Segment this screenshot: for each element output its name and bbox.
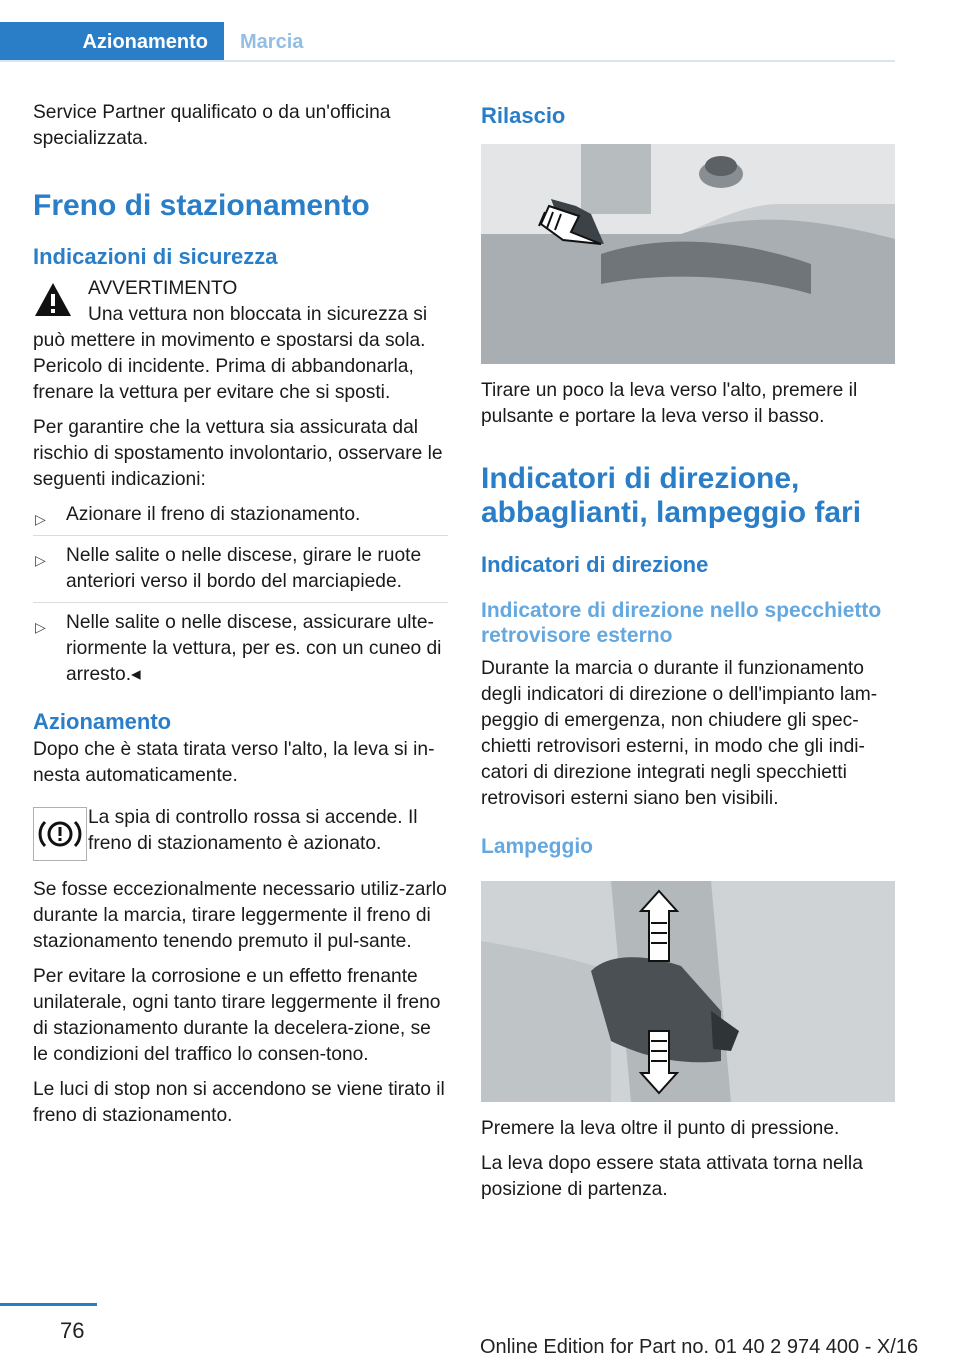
parking-brake-release-image [481, 144, 895, 364]
paragraph-mirror: Durante la marcia o durante il funzionamento degli indicatori di direzione o dell'impianto lam‐peggio di emergenza, non chiudere gli spec‐chietti retrovisori esterni, in modo che gli indi‐catori di direzione integrati negli specchietti retrovisori esterni siano ben visibili. [481, 658, 878, 809]
paragraph-corrosion: Per evitare la corrosione e un effetto frenante unilaterale, ogni tanto tirare leggermente il freno di stazionamento durante la decelera‐zione, se le condizioni del traffico lo consen‐tono. [33, 966, 441, 1065]
triangle-bullet-icon: ▷ [35, 552, 46, 568]
right-column [481, 100, 895, 1212]
indicator-block [33, 805, 448, 867]
edition-text: Online Edition for Part no. 01 40 2 974 400 - X/16 [480, 1336, 919, 1358]
paragraph-release: Tirare un poco la leva verso l'alto, premere il pulsante e portare la leva verso il basso. [481, 380, 858, 427]
triangle-bullet-icon: ▷ [35, 511, 46, 527]
indicator-text: La spia di controllo rossa si accende. Il freno di stazionamento è azionato. [88, 807, 418, 854]
heading-operation: Azionamento [33, 709, 172, 734]
heading-mirror-indicator: Indicatore di direzione nello specchietto retrovisore esterno [481, 599, 882, 647]
paragraph-guarantee: Per garantire che la vettura sia assicurata dal rischio di spostamento involontario, osservare le seguenti indicazioni: [33, 417, 443, 490]
heading-indicators: Indicatori di direzione, abbaglianti, lampeggio fari [481, 462, 862, 529]
list-item: ▷ Nelle salite o nelle discese, assicurare ulte‐riormente la vettura, per es. con un cuneo di arresto.◂ [35, 612, 442, 685]
page-number: 76 [60, 1318, 85, 1343]
list-item: ▷ Azionare il freno di stazionamento. [33, 502, 448, 536]
safety-list [33, 502, 448, 695]
paragraph-flash-2: La leva dopo essere stata attivata torna nella posizione di partenza. [481, 1153, 863, 1200]
heading-release: Rilascio [481, 103, 566, 128]
tab-azionamento[interactable]: Azionamento [0, 22, 224, 62]
triangle-bullet-icon: ▷ [35, 619, 46, 635]
left-column [33, 100, 448, 1138]
heading-flash: Lampeggio [481, 835, 594, 858]
heading-safety: Indicazioni di sicurezza [33, 244, 278, 269]
warning-triangle-icon [33, 280, 73, 320]
header-bar [0, 0, 895, 62]
warning-text: può mettere in movimento e spostarsi da sola. Pericolo di incidente. Prima di abbandonarla, frenare la vettura per evitare che si sposti. [33, 330, 426, 403]
heading-parking-brake: Freno di stazionamento [33, 189, 370, 222]
list-item: ▷ Nelle salite o nelle discese, girare le ruote anteriori verso il bordo del marciapiede. [33, 543, 448, 603]
heading-turn-signals: Indicatori di direzione [481, 552, 709, 577]
header-rule [0, 60, 895, 62]
warning-block [33, 276, 448, 406]
paragraph-operation: Dopo che è stata tirata verso l'alto, la leva si in‐nesta automaticamente. [33, 739, 435, 786]
warning-first-line: Una vettura non bloccata in sicurezza si [88, 304, 428, 325]
parking-brake-indicator-icon [33, 807, 87, 861]
intro-paragraph: Service Partner qualificato o da un'officina specializzata. [33, 102, 391, 149]
warning-label: AVVERTIMENTO [88, 278, 238, 299]
paragraph-flash-1: Premere la leva oltre il punto di pressione. [481, 1118, 840, 1139]
paragraph-exceptional: Se fosse eccezionalmente necessario utiliz‐zarlo durante la marcia, tirare leggermente il freno di stazionamento tenendo premuto il pul‐sante. [33, 879, 447, 952]
footer-rule [0, 1303, 97, 1306]
tab-marcia[interactable]: Marcia [240, 30, 304, 53]
paragraph-stoplights: Le luci di stop non si accendono se viene tirato il freno di stazionamento. [33, 1079, 445, 1126]
flash-lever-image [481, 881, 895, 1102]
